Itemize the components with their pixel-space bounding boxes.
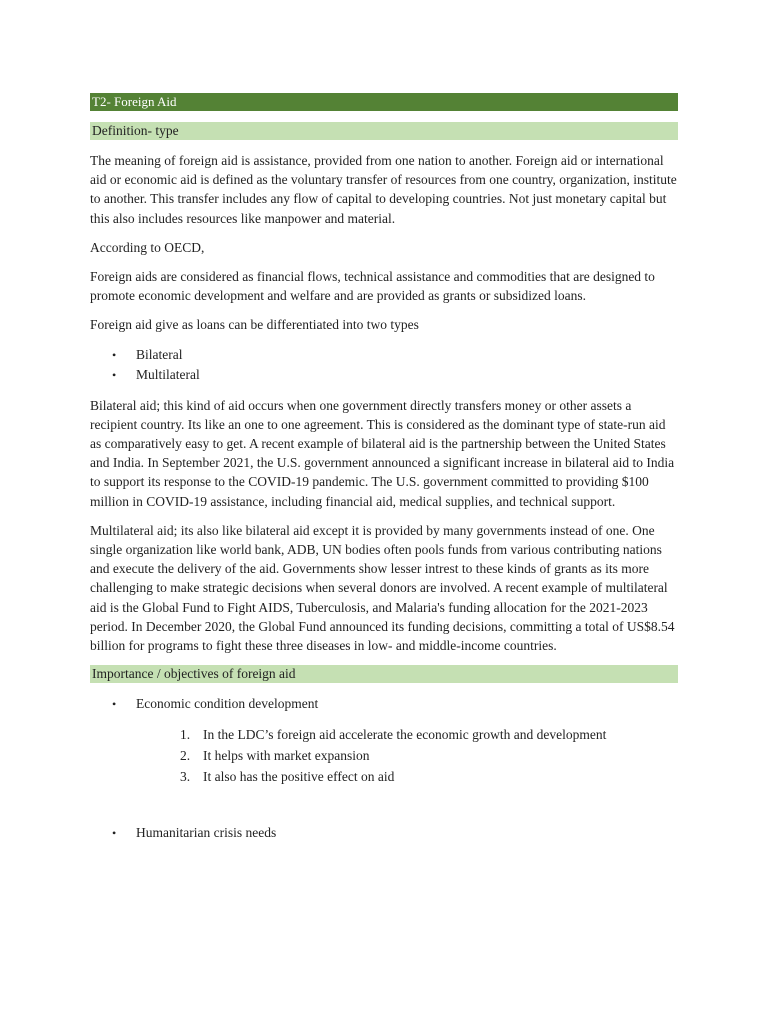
paragraph-types-intro: Foreign aid give as loans can be differentiated into two types: [90, 317, 419, 333]
numbered-item: [90, 745, 678, 766]
item-text: It also has the positive effect on aid: [203, 769, 395, 785]
list-item: [90, 345, 678, 366]
bullet-icon: •: [112, 697, 117, 712]
list-item: [90, 365, 678, 386]
paragraph-bilateral: Bilateral aid; this kind of aid occurs when one government directly transfers money or other assets a recipient country. Its like an one to one agreement. This is considered as the dominant type of state-run aid as comparatively easy to get. A recent example of bilateral aid is the partnership between the United States and India. In September 2021, the U.S. government announced a significant increase in bilateral aid to India to support its response to the COVID-19 pandemic. The U.S. government committed to providing $100 million in COVID-19 assistance, including financial aid, medical supplies, and technical support.: [90, 397, 675, 509]
types-list: [90, 345, 678, 386]
paragraph-multilateral: Multilateral aid; its also like bilateral aid except it is provided by many governments instead of one. One single organization like world bank, ADB, UN bodies often pools funds from various contributing nations and execute the delivery of the aid. Governments show lesser intrest to these kinds of grants as its more challenging to make strategic decisions when several donors are involved. A recent example of multilateral aid is the Global Fund to Fight AIDS, Tuberculosis, and Malaria's funding allocation for the 2021-2023 period. In December 2020, the Global Fund announced its funding decisions, committing a total of US$8.54 billion for programs to fight these three diseases in low- and middle-income countries.: [90, 522, 675, 654]
paragraph-oecd-intro: According to OECD,: [90, 239, 205, 255]
item-text: It helps with market expansion: [203, 748, 370, 764]
list-item-text: Humanitarian crisis needs: [136, 825, 277, 841]
bullet-icon: •: [112, 826, 117, 841]
list-item-text: Economic condition development: [136, 696, 319, 712]
section-heading-importance: Importance / objectives of foreign aid: [90, 665, 678, 683]
objectives-numbered-list: [90, 724, 678, 787]
list-item: [90, 694, 678, 714]
bullet-icon: •: [112, 368, 117, 383]
item-number: 3.: [180, 769, 191, 785]
numbered-item: [90, 766, 678, 787]
bullet-icon: •: [112, 347, 117, 362]
item-number: 1.: [180, 727, 191, 743]
list-item-text: Multilateral: [136, 367, 200, 383]
list-item: [90, 823, 678, 843]
numbered-item: [90, 724, 678, 745]
document-page: [90, 93, 678, 843]
section-heading-definition: Definition- type: [90, 122, 678, 140]
item-number: 2.: [180, 748, 191, 764]
list-item-text: Bilateral: [136, 346, 183, 362]
item-text: In the LDC’s foreign aid accelerate the economic growth and development: [203, 727, 607, 743]
paragraph-definition: The meaning of foreign aid is assistance, provided from one nation to another. Foreign aid or international aid or economic aid is defined as the voluntary transfer of resources from one country, organization, institute to another. This transfer includes any flow of capital to developing countries. Not just monetary capital but this also includes resources like manpower and material.: [90, 153, 677, 226]
paragraph-oecd-definition: Foreign aids are considered as financial flows, technical assistance and commodities that are designed to promote economic development and welfare and are provided as grants or subsidized loans.: [90, 269, 655, 304]
document-title: T2- Foreign Aid: [90, 93, 678, 111]
